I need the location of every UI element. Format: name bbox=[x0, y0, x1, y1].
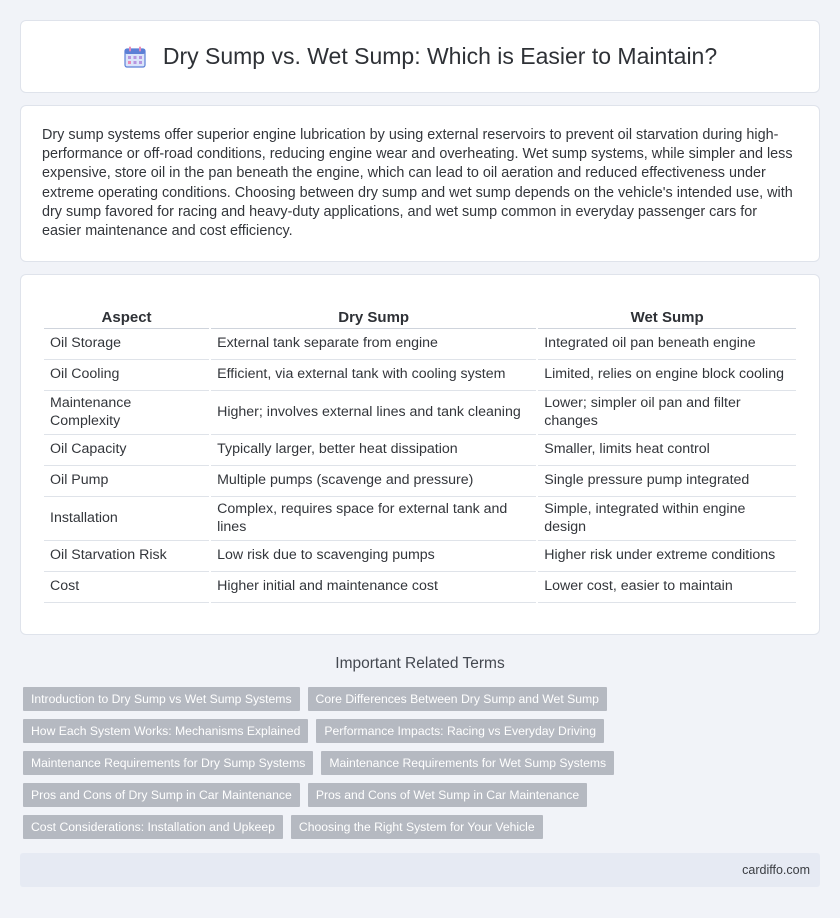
cell-dry-sump: Higher initial and maintenance cost bbox=[211, 572, 536, 603]
cell-aspect: Oil Cooling bbox=[44, 360, 209, 391]
cell-aspect: Oil Starvation Risk bbox=[44, 541, 209, 572]
related-term-link[interactable]: Core Differences Between Dry Sump and Wet Sump bbox=[308, 687, 607, 711]
cell-dry-sump: Complex, requires space for external tank and lines bbox=[211, 497, 536, 541]
cell-dry-sump: Multiple pumps (scavenge and pressure) bbox=[211, 466, 536, 497]
cell-aspect: Maintenance Complexity bbox=[44, 391, 209, 435]
header-wet-sump: Wet Sump bbox=[538, 303, 796, 329]
cell-aspect: Installation bbox=[44, 497, 209, 541]
cell-wet-sump: Lower cost, easier to maintain bbox=[538, 572, 796, 603]
table-row bbox=[44, 466, 796, 497]
cell-wet-sump: Limited, relies on engine block cooling bbox=[538, 360, 796, 391]
related-term-link[interactable]: Pros and Cons of Wet Sump in Car Maintenance bbox=[308, 783, 587, 807]
table-row bbox=[44, 572, 796, 603]
related-term-link[interactable]: Maintenance Requirements for Wet Sump Systems bbox=[321, 751, 614, 775]
related-term-link[interactable]: Pros and Cons of Dry Sump in Car Maintenance bbox=[23, 783, 300, 807]
related-term-link[interactable]: How Each System Works: Mechanisms Explained bbox=[23, 719, 308, 743]
related-term-link[interactable]: Choosing the Right System for Your Vehicle bbox=[291, 815, 543, 839]
cell-aspect: Oil Capacity bbox=[44, 435, 209, 466]
cell-wet-sump: Integrated oil pan beneath engine bbox=[538, 329, 796, 360]
header-aspect: Aspect bbox=[44, 303, 209, 329]
footer-site-link[interactable]: cardiffo.com bbox=[742, 863, 810, 877]
related-terms-title: Important Related Terms bbox=[335, 655, 505, 672]
footer bbox=[20, 853, 820, 887]
cell-aspect: Oil Pump bbox=[44, 466, 209, 497]
cell-wet-sump: Simple, integrated within engine design bbox=[538, 497, 796, 541]
table-row bbox=[44, 360, 796, 391]
cell-wet-sump: Smaller, limits heat control bbox=[538, 435, 796, 466]
related-term-link[interactable]: Maintenance Requirements for Dry Sump Systems bbox=[23, 751, 313, 775]
cell-aspect: Cost bbox=[44, 572, 209, 603]
intro-card bbox=[20, 105, 820, 262]
cell-dry-sump: Higher; involves external lines and tank cleaning bbox=[211, 391, 536, 435]
comparison-table bbox=[42, 303, 798, 603]
title-card bbox=[20, 20, 820, 93]
intro-text: Dry sump systems offer superior engine lubrication by using external reservoirs to prevent oil starvation during high-performance or off-road conditions, reducing engine wear and overheating. Wet sump systems, while simpler and less expensive, store oil in the pan beneath the engine, which can lead to oil aeration and reduced effectiveness under extreme operating conditions. Choosing between dry sump and wet sump depends on the vehicle's intended use, with dry sump favored for racing and heavy-duty applications, and wet sump common in everyday passenger cars for easier maintenance and cost efficiency. bbox=[42, 127, 793, 240]
cell-wet-sump: Lower; simpler oil pan and filter changes bbox=[538, 391, 796, 435]
table-row bbox=[44, 391, 796, 435]
cell-dry-sump: Efficient, via external tank with cooling system bbox=[211, 360, 536, 391]
table-row bbox=[44, 435, 796, 466]
page-title: Dry Sump vs. Wet Sump: Which is Easier to Maintain? bbox=[162, 43, 718, 69]
table-row bbox=[44, 329, 796, 360]
table-header-row bbox=[44, 303, 796, 329]
cell-dry-sump: Typically larger, better heat dissipation bbox=[211, 435, 536, 466]
cell-aspect: Oil Storage bbox=[44, 329, 209, 360]
table-row bbox=[44, 541, 796, 572]
related-term-link[interactable]: Cost Considerations: Installation and Upkeep bbox=[23, 815, 283, 839]
cell-dry-sump: Low risk due to scavenging pumps bbox=[211, 541, 536, 572]
cell-dry-sump: External tank separate from engine bbox=[211, 329, 536, 360]
related-terms-list bbox=[23, 687, 723, 847]
table-row bbox=[44, 497, 796, 541]
cell-wet-sump: Higher risk under extreme conditions bbox=[538, 541, 796, 572]
calendar-icon bbox=[123, 45, 147, 69]
related-term-link[interactable]: Performance Impacts: Racing vs Everyday Driving bbox=[316, 719, 604, 743]
related-term-link[interactable]: Introduction to Dry Sump vs Wet Sump Systems bbox=[23, 687, 300, 711]
comparison-card bbox=[20, 274, 820, 635]
cell-wet-sump: Single pressure pump integrated bbox=[538, 466, 796, 497]
header-dry-sump: Dry Sump bbox=[211, 303, 536, 329]
